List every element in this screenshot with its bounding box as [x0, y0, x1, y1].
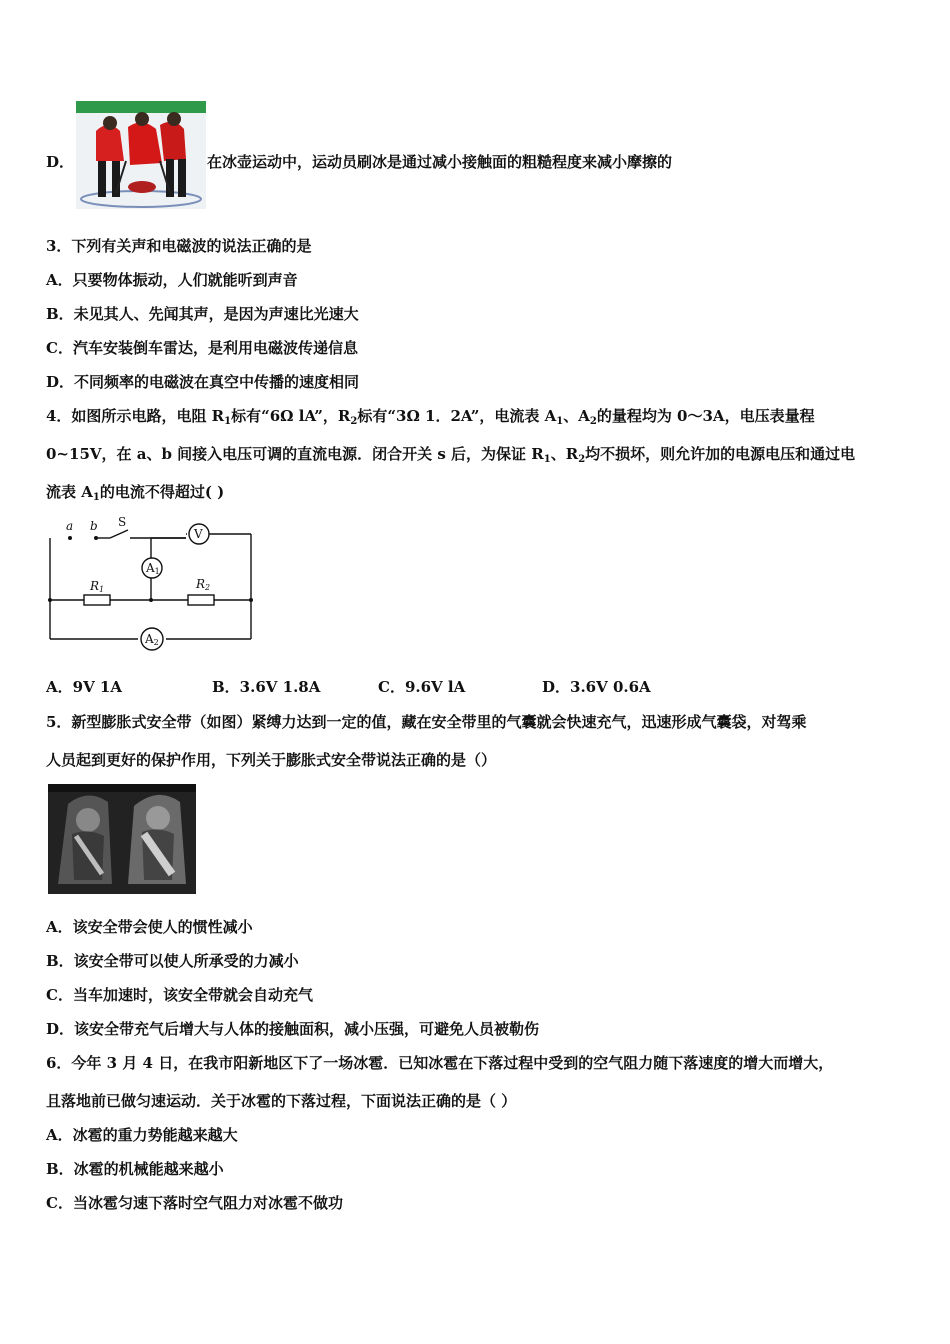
- q4-stem-line2: 0~15V，在 a、b 间接入电压可调的直流电源．闭合开关 s 后，为保证 $R_1$、$R_2$均不损坏，则允许加的电源电压和通过电: [46, 445, 856, 465]
- q6-option-c: C．当冰雹匀速下落时空气阻力对冰雹不做功: [46, 1194, 343, 1212]
- q6-option-b: B．冰雹的机械能越来越小: [46, 1160, 224, 1178]
- label-r2: R2: [196, 577, 211, 592]
- q4-stem-line1: 4．如图所示电路，电阻 $R_1$标有“6Ω lA”，$R_2$标有“3Ω 1．2A”，电流表 $A_1$、$A_2$的量程均为 0～3A，电压表量程: [46, 407, 815, 427]
- label-b: b: [90, 519, 98, 533]
- label-r1: R1: [90, 579, 105, 594]
- q3-option-b: B．未见其人、先闻其声，是因为声速比光速大: [46, 305, 359, 323]
- label-a2: A2: [145, 632, 159, 647]
- q2-option-d-text: 在冰壶运动中，运动员刷冰是通过减小接触面的粗糙程度来减小摩擦的: [207, 153, 673, 171]
- circuit-diagram: [44, 516, 260, 654]
- label-a1: A1: [146, 561, 160, 576]
- q3-option-a: A．只要物体振动，人们就能听到声音: [46, 271, 298, 289]
- q5-option-a: A．该安全带会使人的惯性减小: [46, 918, 253, 936]
- q3-option-c: C．汽车安装倒车雷达，是利用电磁波传递信息: [46, 339, 358, 357]
- q3-stem: 3．下列有关声和电磁波的说法正确的是: [46, 237, 312, 255]
- q3-option-d: D．不同频率的电磁波在真空中传播的速度相同: [46, 373, 360, 391]
- q6-stem-line2: 且落地前已做匀速运动．关于冰雹的下落过程，下面说法正确的是（ ）: [46, 1092, 517, 1110]
- label-s: S: [118, 516, 127, 529]
- q4-option-b: B．3.6V 1.8A: [212, 678, 321, 696]
- q5-option-b: B．该安全带可以使人所承受的力减小: [46, 952, 299, 970]
- node-b: [94, 536, 98, 540]
- q5-stem-line2: 人员起到更好的保护作用，下列关于膨胀式安全带说法正确的是（）: [46, 751, 497, 769]
- q6-stem-line1: 6．今年 3 月 4 日，在我市阳新地区下了一场冰雹．已知冰雹在下落过程中受到的空气阻力随下落速度的增大而增大，: [46, 1054, 834, 1072]
- label-v: V: [194, 527, 203, 541]
- q4-option-d: D．3.6V 0.6A: [542, 678, 651, 696]
- node-a: [68, 536, 72, 540]
- q5-option-d: D．该安全带充气后增大与人体的接触面积，减小压强，可避免人员被勒伤: [46, 1020, 540, 1038]
- q4-option-c: C．9.6V lA: [378, 678, 466, 696]
- label-a: a: [66, 519, 74, 533]
- seatbelt-photo: [48, 784, 196, 894]
- q6-option-a: A．冰雹的重力势能越来越大: [46, 1126, 238, 1144]
- curling-photo: [76, 101, 206, 209]
- q5-stem-line1: 5．新型膨胀式安全带（如图）紧缚力达到一定的值，藏在安全带里的气囊就会快速充气，迅速形成气囊袋，对驾乘: [46, 713, 807, 731]
- q4-option-a: A．9V 1A: [46, 678, 123, 696]
- q5-option-c: C．当车加速时，该安全带就会自动充气: [46, 986, 313, 1004]
- q4-stem-line3: 流表 $A_1$的电流不得超过( ): [46, 483, 225, 503]
- q2-option-d-label: D．: [46, 153, 75, 171]
